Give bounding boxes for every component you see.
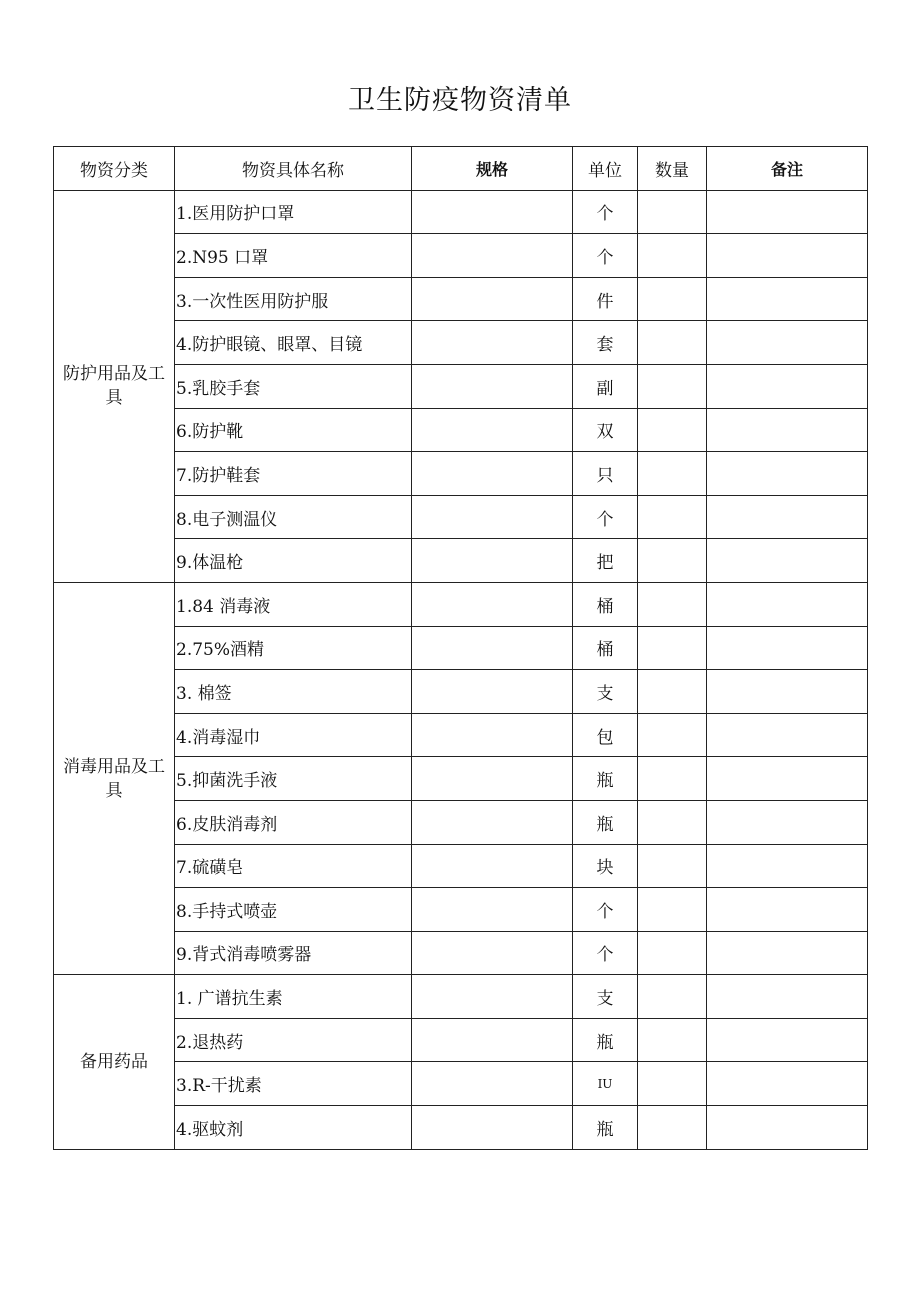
remark-cell bbox=[707, 975, 868, 1019]
unit-cell: 把 bbox=[573, 539, 638, 583]
quantity-cell bbox=[638, 234, 707, 278]
header-name: 物资具体名称 bbox=[175, 147, 412, 191]
quantity-cell bbox=[638, 539, 707, 583]
remark-cell bbox=[707, 539, 868, 583]
item-name-cell: 3.R-干扰素 bbox=[175, 1062, 412, 1106]
spec-cell bbox=[412, 670, 573, 714]
unit-cell: 件 bbox=[573, 277, 638, 321]
item-name-cell: 8.手持式喷壶 bbox=[175, 888, 412, 932]
supplies-table bbox=[53, 146, 868, 1150]
remark-cell bbox=[707, 713, 868, 757]
table-row bbox=[54, 495, 868, 539]
quantity-cell bbox=[638, 975, 707, 1019]
item-name-cell: 3.一次性医用防护服 bbox=[175, 277, 412, 321]
item-name-cell: 7.硫磺皂 bbox=[175, 844, 412, 888]
remark-cell bbox=[707, 321, 868, 365]
unit-cell: 瓶 bbox=[573, 1018, 638, 1062]
unit-cell: 支 bbox=[573, 670, 638, 714]
quantity-cell bbox=[638, 844, 707, 888]
table-row bbox=[54, 277, 868, 321]
item-name-cell: 6.皮肤消毒剂 bbox=[175, 800, 412, 844]
unit-cell: 块 bbox=[573, 844, 638, 888]
unit-cell: 个 bbox=[573, 931, 638, 975]
header-remark: 备注 bbox=[707, 147, 868, 191]
spec-cell bbox=[412, 582, 573, 626]
unit-cell: 个 bbox=[573, 234, 638, 278]
spec-cell bbox=[412, 321, 573, 365]
remark-cell bbox=[707, 408, 868, 452]
table-row bbox=[54, 888, 868, 932]
spec-cell bbox=[412, 277, 573, 321]
spec-cell bbox=[412, 1106, 573, 1150]
item-name-cell: 3. 棉签 bbox=[175, 670, 412, 714]
quantity-cell bbox=[638, 1018, 707, 1062]
unit-cell: 个 bbox=[573, 495, 638, 539]
spec-cell bbox=[412, 626, 573, 670]
spec-cell bbox=[412, 800, 573, 844]
item-name-cell: 2.75%酒精 bbox=[175, 626, 412, 670]
unit-cell: IU bbox=[573, 1062, 638, 1106]
item-name-cell: 1. 广谱抗生素 bbox=[175, 975, 412, 1019]
item-name-cell: 6.防护靴 bbox=[175, 408, 412, 452]
item-name-cell: 8.电子测温仪 bbox=[175, 495, 412, 539]
remark-cell bbox=[707, 1018, 868, 1062]
spec-cell bbox=[412, 975, 573, 1019]
quantity-cell bbox=[638, 277, 707, 321]
category-cell: 防护用品及工具 bbox=[54, 190, 175, 582]
remark-cell bbox=[707, 670, 868, 714]
table-row bbox=[54, 539, 868, 583]
table-row bbox=[54, 582, 868, 626]
table-row bbox=[54, 757, 868, 801]
unit-cell: 双 bbox=[573, 408, 638, 452]
spec-cell bbox=[412, 452, 573, 496]
item-name-cell: 5.抑菌洗手液 bbox=[175, 757, 412, 801]
remark-cell bbox=[707, 1106, 868, 1150]
remark-cell bbox=[707, 234, 868, 278]
category-cell: 备用药品 bbox=[54, 975, 175, 1149]
unit-cell: 瓶 bbox=[573, 1106, 638, 1150]
quantity-cell bbox=[638, 495, 707, 539]
table-row bbox=[54, 670, 868, 714]
document-title: 卫生防疫物资清单 bbox=[348, 85, 572, 116]
quantity-cell bbox=[638, 800, 707, 844]
remark-cell bbox=[707, 1062, 868, 1106]
quantity-cell bbox=[638, 757, 707, 801]
unit-cell: 瓶 bbox=[573, 800, 638, 844]
unit-cell: 副 bbox=[573, 364, 638, 408]
quantity-cell bbox=[638, 670, 707, 714]
unit-cell: 支 bbox=[573, 975, 638, 1019]
table-row bbox=[54, 190, 868, 234]
item-name-cell: 1.医用防护口罩 bbox=[175, 190, 412, 234]
item-name-cell: 4.驱蚊剂 bbox=[175, 1106, 412, 1150]
remark-cell bbox=[707, 888, 868, 932]
remark-cell bbox=[707, 452, 868, 496]
item-name-cell: 2.退热药 bbox=[175, 1018, 412, 1062]
quantity-cell bbox=[638, 1106, 707, 1150]
quantity-cell bbox=[638, 364, 707, 408]
remark-cell bbox=[707, 582, 868, 626]
table-body bbox=[54, 190, 868, 1149]
item-name-cell: 7.防护鞋套 bbox=[175, 452, 412, 496]
remark-cell bbox=[707, 495, 868, 539]
table-row bbox=[54, 321, 868, 365]
quantity-cell bbox=[638, 190, 707, 234]
quantity-cell bbox=[638, 888, 707, 932]
quantity-cell bbox=[638, 408, 707, 452]
remark-cell bbox=[707, 364, 868, 408]
spec-cell bbox=[412, 539, 573, 583]
item-name-cell: 9.体温枪 bbox=[175, 539, 412, 583]
spec-cell bbox=[412, 364, 573, 408]
quantity-cell bbox=[638, 626, 707, 670]
header-category: 物资分类 bbox=[54, 147, 175, 191]
item-name-cell: 4.消毒湿巾 bbox=[175, 713, 412, 757]
spec-cell bbox=[412, 931, 573, 975]
item-name-cell: 4.防护眼镜、眼罩、目镜 bbox=[175, 321, 412, 365]
unit-cell: 桶 bbox=[573, 582, 638, 626]
table-row bbox=[54, 1106, 868, 1150]
quantity-cell bbox=[638, 931, 707, 975]
header-spec: 规格 bbox=[412, 147, 573, 191]
spec-cell bbox=[412, 1062, 573, 1106]
table-row bbox=[54, 844, 868, 888]
remark-cell bbox=[707, 800, 868, 844]
spec-cell bbox=[412, 495, 573, 539]
spec-cell bbox=[412, 408, 573, 452]
header-quantity: 数量 bbox=[638, 147, 707, 191]
remark-cell bbox=[707, 931, 868, 975]
unit-cell: 包 bbox=[573, 713, 638, 757]
unit-cell: 瓶 bbox=[573, 757, 638, 801]
unit-cell: 个 bbox=[573, 190, 638, 234]
table-row bbox=[54, 931, 868, 975]
item-name-cell: 1.84 消毒液 bbox=[175, 582, 412, 626]
remark-cell bbox=[707, 626, 868, 670]
spec-cell bbox=[412, 844, 573, 888]
header-unit: 单位 bbox=[573, 147, 638, 191]
remark-cell bbox=[707, 844, 868, 888]
unit-cell: 只 bbox=[573, 452, 638, 496]
unit-cell: 桶 bbox=[573, 626, 638, 670]
quantity-cell bbox=[638, 321, 707, 365]
item-name-cell: 9.背式消毒喷雾器 bbox=[175, 931, 412, 975]
spec-cell bbox=[412, 757, 573, 801]
quantity-cell bbox=[638, 452, 707, 496]
spec-cell bbox=[412, 190, 573, 234]
quantity-cell bbox=[638, 582, 707, 626]
quantity-cell bbox=[638, 1062, 707, 1106]
item-name-cell: 5.乳胶手套 bbox=[175, 364, 412, 408]
header-row bbox=[54, 147, 868, 191]
table-row bbox=[54, 626, 868, 670]
remark-cell bbox=[707, 190, 868, 234]
spec-cell bbox=[412, 713, 573, 757]
spec-cell bbox=[412, 888, 573, 932]
unit-cell: 个 bbox=[573, 888, 638, 932]
table-row bbox=[54, 364, 868, 408]
quantity-cell bbox=[638, 713, 707, 757]
table-row bbox=[54, 1018, 868, 1062]
table-row bbox=[54, 975, 868, 1019]
item-name-cell: 2.N95 口罩 bbox=[175, 234, 412, 278]
table-row bbox=[54, 713, 868, 757]
remark-cell bbox=[707, 277, 868, 321]
table-row bbox=[54, 452, 868, 496]
table-row bbox=[54, 800, 868, 844]
table-row bbox=[54, 234, 868, 278]
category-cell: 消毒用品及工具 bbox=[54, 582, 175, 974]
remark-cell bbox=[707, 757, 868, 801]
unit-cell: 套 bbox=[573, 321, 638, 365]
table-row bbox=[54, 1062, 868, 1106]
spec-cell bbox=[412, 1018, 573, 1062]
spec-cell bbox=[412, 234, 573, 278]
table-row bbox=[54, 408, 868, 452]
